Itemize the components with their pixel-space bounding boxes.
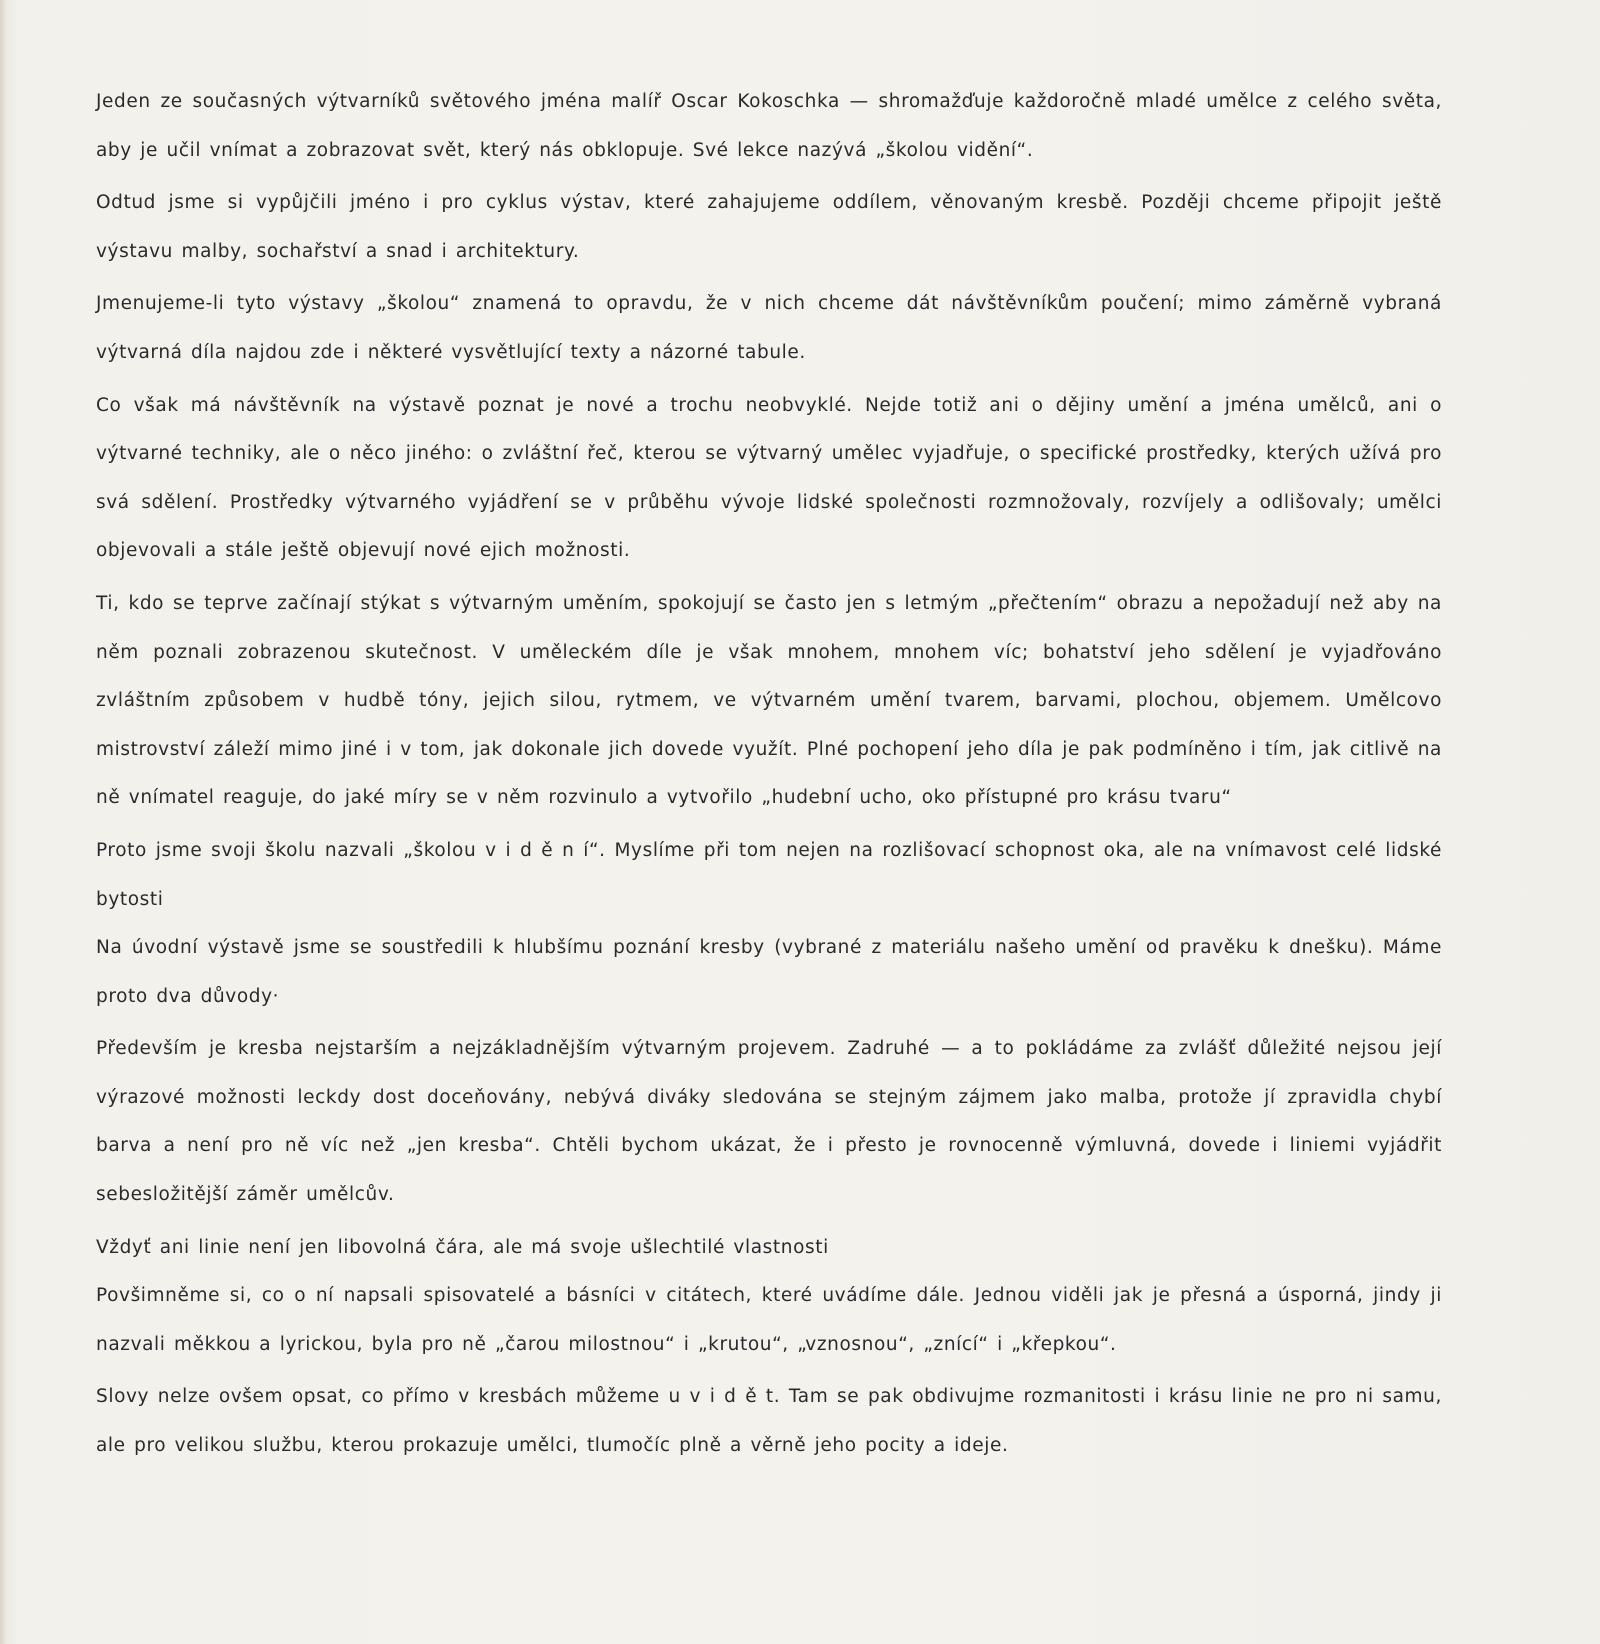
paragraph-closing: Slovy nelze ovšem opsat, co přímo v kresbách můžeme u v i d ě t. Tam se pak obdivujme rozmanitosti i krásu linie ne pro ni samu, ale pro velikou službu, kterou prokazuje umělci, tlumočíc plně a věrně jeho pocity a ideje. [96, 1386, 1442, 1457]
paragraph-drawing-focus: Na úvodní výstavě jsme se soustředili k hlubšímu poznání kresby (vybrané z materiálu našeho umění od pravěku k dnešku). Máme proto dva důvody· [96, 937, 1442, 1007]
body-text [96, 78, 1442, 1475]
page-binding-edge [0, 0, 6, 1644]
paragraph-drawing-reasons: Především je kresba nejstarším a nejzákladnějším výtvarným projevem. Zadruhé — a to pokládáme za zvlášť důležité nejsou její výrazové možnosti leckdy dost doceňovány, nebývá diváky sledována se stejným zájmem jako malba, protože jí zpravidla chybí barva a není pro ně víc než „jen kresba“. Chtěli bychom ukázat, že i přesto je rovnocenně výmluvná, dovede i liniemi vyjádřit sebesložitější záměr umělcův. [96, 1038, 1442, 1206]
paragraph-line-qualities: Vždyť ani linie není jen libovolná čára, ale má svoje ušlechtilé vlastnosti [96, 1236, 829, 1258]
paragraph-exhibition-cycle: Odtud jsme si vypůjčili jméno i pro cyklus výstav, které zahajujeme oddílem, věnovaným kresbě. Později chceme připojit ještě výstavu malby, sochařství a snad i architektury. [96, 192, 1442, 262]
paragraph-kokoschka-intro: Jeden ze současných výtvarníků světového jména malíř Oscar Kokoschka — shromažďuje každoročně mladé umělce z celého světa, aby je učil vnímat a zobrazovat svět, který nás obklopuje. Své lekce nazývá „školou vidění“. [96, 91, 1442, 161]
paragraph-school-of-seeing: Proto jsme svoji školu nazvali „školou v i d ě n í“. Myslíme při tom nejen na rozlišovací schopnost oka, ale na vnímavost celé lidské bytosti [96, 839, 1442, 910]
paragraph-school-purpose: Jmenujeme-li tyto výstavy „školou“ znamená to opravdu, že v nich chceme dát návštěvníkům poučení; mimo záměrně vybraná výtvarná díla najdou zde i některé vysvětlující texty a názorné tabule. [96, 293, 1442, 363]
paragraph-writers-quotes: Povšimněme si, co o ní napsali spisovatelé a básníci v citátech, které uvádíme dále. Jednou viděli jak je přesná a úsporná, jindy ji nazvali měkkou a lyrickou, byla pro ně „čarou milostnou“ i „krutou“, „vznosnou“, „znící“ i „křepkou“. [96, 1285, 1442, 1355]
paragraph-visual-language: Co však má návštěvník na výstavě poznat je nové a trochu neobvyklé. Nejde totiž ani o dějiny umění a jména umělců, ani o výtvarné techniky, ale o něco jiného: o zvláštní řeč, kterou se výtvarný umělec vyjadřuje, o specifické prostředky, kterých užívá pro svá sdělení. Prostředky výtvarného vyjádření se v průběhu vývoje lidské společnosti rozmnožovaly, rozvíjely a odlišovaly; umělci objevovali a stále ještě objevují nové ejich možnosti. [96, 394, 1442, 562]
paragraph-reading-art: Ti, kdo se teprve začínají stýkat s výtvarným uměním, spokojují se často jen s letmým „přečtením“ obrazu a nepožadují než aby na něm poznali zobrazenou skutečnost. V uměleckém díle je však mnohem, mnohem víc; bohatství jeho sdělení je vyjadřováno zvláštním způsobem v hudbě tóny, jejich silou, rytmem, ve výtvarném umění tvarem, barvami, plochou, objemem. Umělcovo mistrovství záleží mimo jiné i v tom, jak dokonale jich dovede využít. Plné pochopení jeho díla je pak podmíněno i tím, jak citlivě na ně vnímatel reaguje, do jaké míry se v něm rozvinulo a vytvořilo „hudební ucho, oko přístupné pro krásu tvaru“ [96, 592, 1442, 809]
